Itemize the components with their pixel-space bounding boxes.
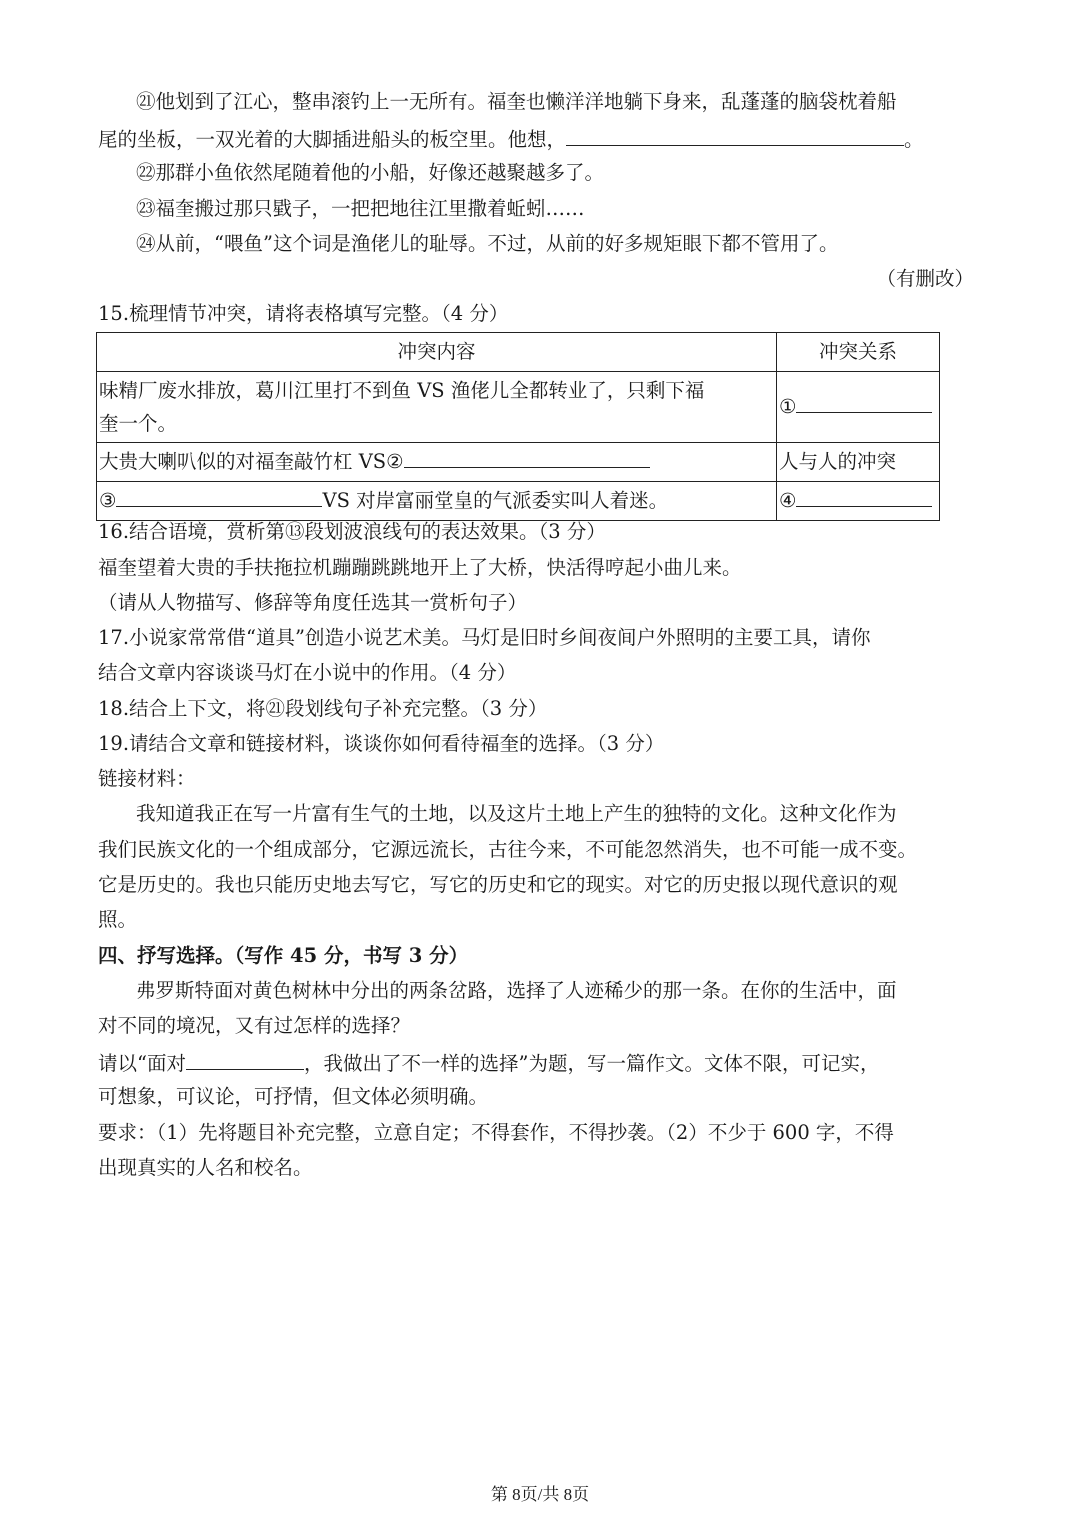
table-cell-relation: 人与人的冲突 [777,443,940,482]
row3-content: VS 对岸富丽堂皇的气派委实叫人着迷。 [322,489,669,512]
section4-line2: 对不同的境况，又有过怎样的选择？ [98,1014,411,1037]
answer-blank-2 [404,447,650,468]
page-number: 第 8页/共 8页 [490,1485,590,1504]
passage-p21-line1: ㉑他划到了江心，整串滚钓上一无所有。福奎也懒洋洋地躺下身来，乱蓬蓬的脑袋枕着船 [136,90,897,113]
table-header-row [97,333,940,372]
passage-p24: ㉔从前，“喂鱼”这个词是渔佬儿的耻辱。不过，从前的好多规矩眼下都不管用了。 [136,232,839,255]
table-cell-content [97,372,777,443]
answer-blank-q18 [566,125,904,146]
q18-title: 18.结合上下文，将㉑段划线句子补充完整。（3 分） [98,697,548,720]
passage-p21-text: 尾的坐板，一双光着的大脚插进船头的板空里。他想， [98,128,567,151]
passage-p21-line2 [98,125,924,153]
section4-line6: 出现真实的人名和校名。 [98,1156,313,1179]
passage-p22: ㉒那群小鱼依然尾随着他的小船，好像还越聚越多了。 [136,161,605,184]
table-header-content: 冲突内容 [97,333,777,372]
blank-marker-1: ① [779,395,797,418]
passage-p23: ㉓福奎搬过那只戥子，一把把地往江里撒着蚯蚓…… [136,197,585,220]
q17-line2: 结合文章内容谈谈马灯在小说中的作用。（4 分） [98,661,517,684]
table-row [97,372,940,443]
table-cell-relation [777,482,940,521]
answer-blank-4 [796,486,932,507]
q16-hint: （请从人物描写、修辞等角度任选其一赏析句子） [98,591,528,614]
row1-content-line1: 味精厂废水排放，葛川江里打不到鱼 VS 渔佬儿全都转业了，只剩下福 [99,379,705,402]
section4-line4: 可想象，可议论，可抒情，但文体必须明确。 [98,1085,489,1108]
table-header-relation: 冲突关系 [777,333,940,372]
blank-marker-3: ③ [99,489,117,512]
essay-title-suffix: ，我做出了不一样的选择”为题，写一篇作文。文体不限，可记实， [303,1052,880,1075]
passage-note: （有删改） [876,267,974,290]
q17-line1: 17.小说家常常借“道具”创造小说艺术美。马灯是旧时乡间夜间户外照明的主要工具，请你 [98,626,871,649]
link-material-line1: 我知道我正在写一片富有生气的土地，以及这片土地上产生的独特的文化。这种文化作为 [136,802,897,825]
answer-blank-3 [116,486,322,507]
table-row [97,482,940,521]
q19-title: 19.请结合文章和链接材料，谈谈你如何看待福奎的选择。（3 分） [98,732,665,755]
section4-heading: 四、抒写选择。（写作 45 分，书写 3 分） [98,944,469,967]
row1-content-line2: 奎一个。 [99,412,178,435]
link-material-line4: 照。 [98,908,138,931]
essay-title-prefix: 请以“面对 [98,1052,186,1075]
section4-line3 [98,1049,879,1077]
table-cell-content [97,482,777,521]
link-material-line2: 我们民族文化的一个组成部分，它源远流长，古往今来，不可能忽然消失，也不可能一成不变。 [98,838,918,861]
link-material-line3: 它是历史的。我也只能历史地去写它，写它的历史和它的现实。对它的历史报以现代意识的观 [98,873,898,896]
q16-sentence: 福奎望着大贵的手扶拖拉机蹦蹦跳跳地开上了大桥，快活得哼起小曲儿来。 [98,556,742,579]
passage-p21-end: 。 [904,128,924,151]
q15-title: 15.梳理情节冲突，请将表格填写完整。（4 分） [98,302,509,325]
q16-title: 16.结合语境，赏析第⑬段划波浪线句的表达效果。（3 分） [98,520,606,543]
essay-title-blank [186,1049,304,1070]
link-material-label: 链接材料： [98,767,196,790]
table-cell-content [97,443,777,482]
section4-line1: 弗罗斯特面对黄色树林中分出的两条岔路，选择了人迹稀少的那一条。在你的生活中，面 [136,979,897,1002]
section4-line5: 要求：（1）先将题目补充完整，立意自定；不得套作，不得抄袭。（2）不少于 600 字，不得 [98,1121,894,1144]
answer-blank-1 [796,392,932,413]
conflict-table [96,332,940,521]
table-row [97,443,940,482]
row2-content: 大贵大喇叭似的对福奎敲竹杠 VS② [99,450,404,473]
table-cell-relation [777,372,940,443]
blank-marker-4: ④ [779,489,797,512]
